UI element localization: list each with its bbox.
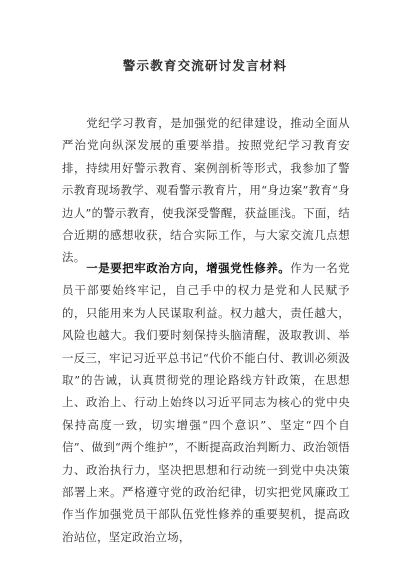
paragraph-point-one-text: 作为一名党员干部要始终牢记，自己手中的权力是党和人民赋予的，只能用来为人民谋取利益。权力越大，责任越大，风险也越大。我们要时刻保持头脑清醒，汲取教训、举一反三，牢记习近平总书记“代价不能白付、教训必须汲取”的告诫，认真贯彻党的理论路线方针政策，在思想上、政治上、行动上始终以习近平同志为核心的党中央保持高度一致，切实增强“四个意识”、坚定“四个自信”、做到“两个维护”，不断提高政治判断力、政治领悟力、政治执行力，坚决把思想和行动统一到党中央决策部署上来。严格遵守党的政治纪律，切实把党风廉政工作当作加强党员干部队伍党性修养的重要契机，提高政治站位，坚定政治立场， xyxy=(62,261,350,544)
paragraph-point-one xyxy=(62,257,350,548)
paragraph-point-one-heading: 一是要把牢政治方向，增强党性修养。 xyxy=(86,261,291,275)
document-title: 警示教育交流研讨发言材料 xyxy=(122,58,288,73)
paragraph-intro-text: 党纪学习教育，是加强党的纪律建设，推动全面从严治党向纵深发展的重要举措。按照党纪学习教育安排，持续用好警示教育、案例剖析等形式，我参加了警示教育现场教学、观看警示教育片，用“身边案”教育“身边人”的警示教育，使我深受警醒，获益匪浅。下面，结合近期的感想收获，结合实际工作，与大家交流几点想法。 xyxy=(62,116,350,265)
paragraph-intro xyxy=(62,112,350,269)
